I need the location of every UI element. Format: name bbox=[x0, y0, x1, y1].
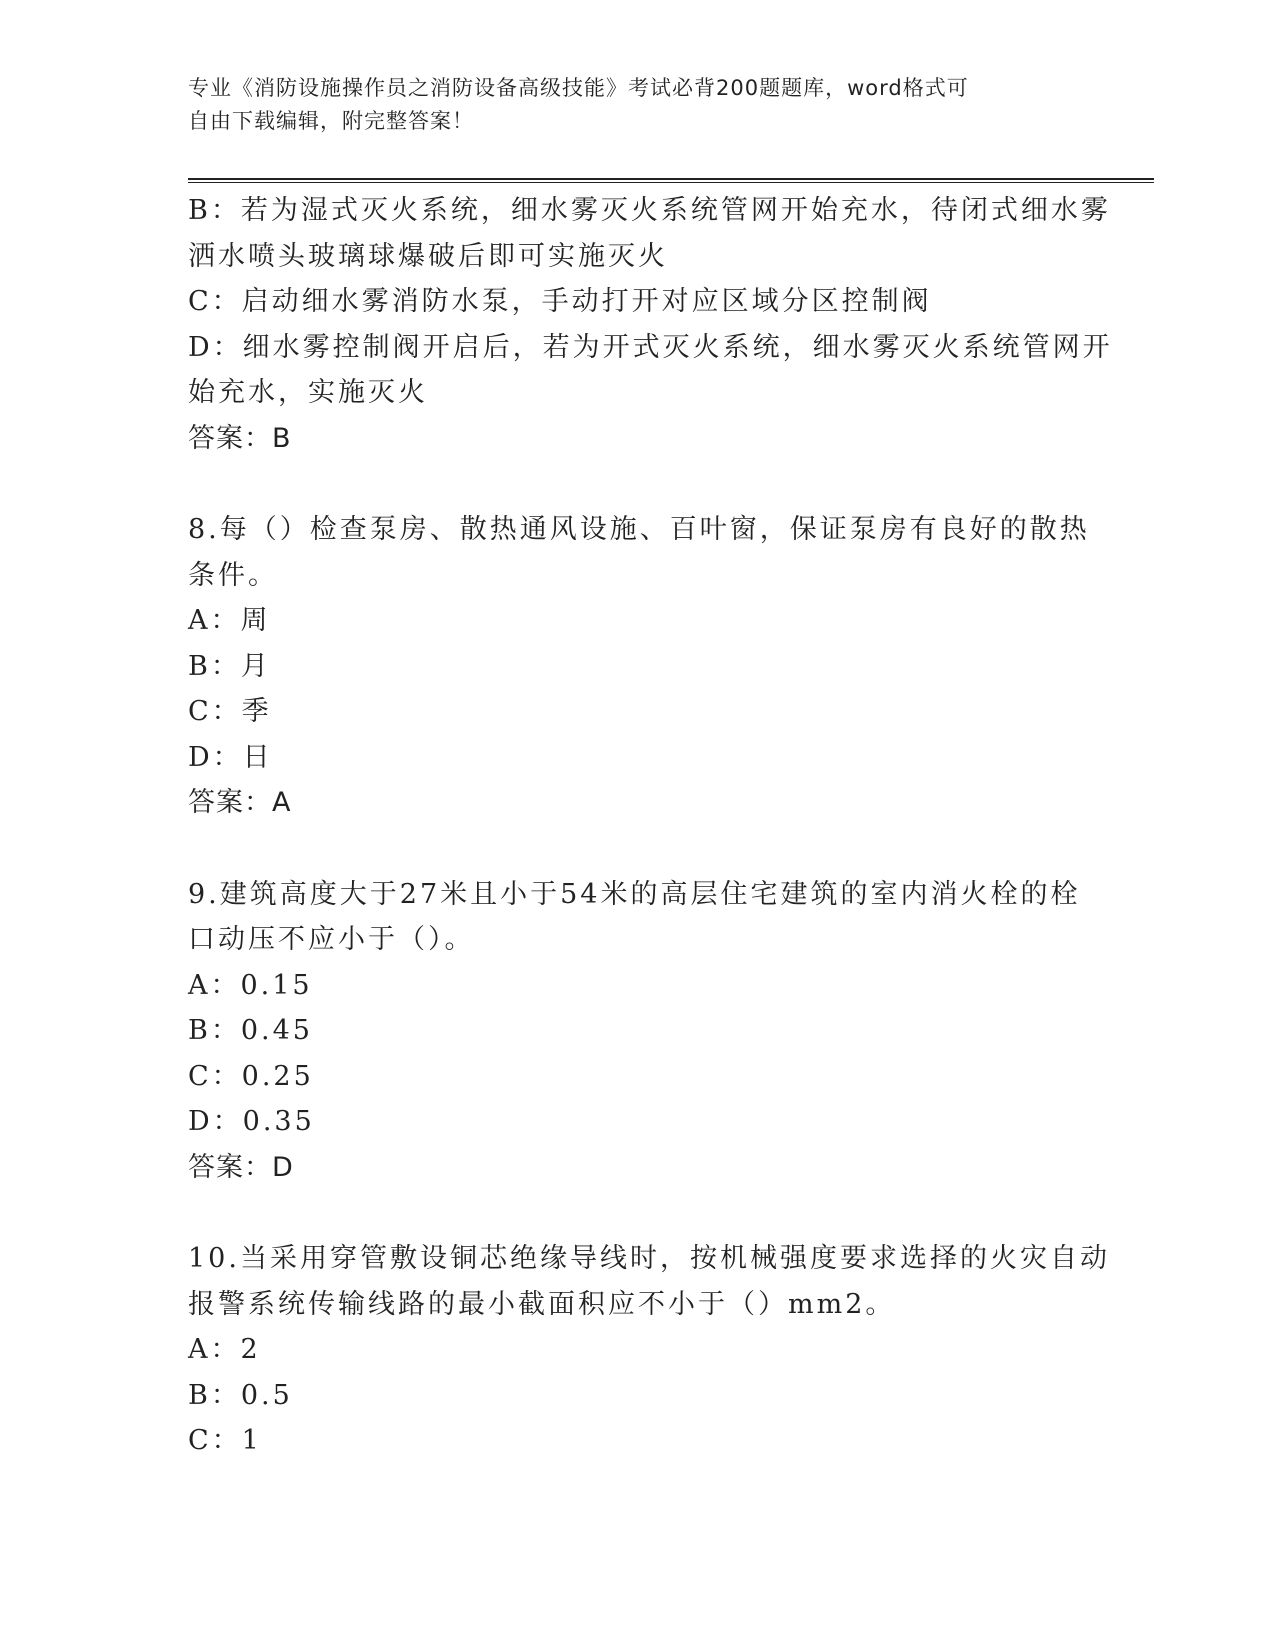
option-a: A：0.15 bbox=[188, 969, 313, 1001]
option-c: C：0.25 bbox=[188, 1060, 314, 1092]
option-b-line-1: B：若为湿式灭火系统，细水雾灭火系统管网开始充水，待闭式细水雾 bbox=[188, 195, 1111, 226]
answer-label: 答案：A bbox=[188, 787, 292, 818]
question-stem-line-2: 口动压不应小于（）。 bbox=[188, 924, 475, 955]
question-7-continued bbox=[188, 188, 1113, 461]
option-d-line-1: D：细水雾控制阀开启后，若为开式灭火系统，细水雾灭火系统管网开 bbox=[188, 331, 1113, 363]
option-a: A：2 bbox=[188, 1334, 261, 1365]
question-10 bbox=[188, 1236, 1110, 1464]
header-title-line-1: 专业《消防设施操作员之消防设备高级技能》考试必背200题题库，word格式可 bbox=[188, 76, 969, 100]
option-c: C：季 bbox=[188, 696, 272, 727]
question-8 bbox=[188, 507, 1088, 826]
option-c: C：启动细水雾消防水泵，手动打开对应区域分区控制阀 bbox=[188, 286, 932, 317]
question-stem-line-1: 10.当采用穿管敷设铜芯绝缘导线时，按机械强度要求选择的火灾自动 bbox=[188, 1243, 1110, 1274]
answer-label: 答案：D bbox=[188, 1151, 294, 1183]
option-d-line-2: 始充水，实施灭火 bbox=[188, 377, 428, 408]
option-d: D：0.35 bbox=[188, 1106, 315, 1137]
option-b: B：0.45 bbox=[188, 1015, 313, 1046]
question-stem-line-1: 8.每（）检查泵房、散热通风设施、百叶窗，保证泵房有良好的散热 bbox=[188, 514, 1090, 545]
document-body bbox=[188, 188, 1113, 1464]
question-stem-line-2: 条件。 bbox=[188, 559, 278, 591]
option-b: B：0.5 bbox=[188, 1379, 293, 1411]
header-title-line-2: 自由下载编辑，附完整答案！ bbox=[188, 109, 474, 133]
header-divider bbox=[188, 178, 1154, 183]
document-header bbox=[188, 72, 1088, 138]
answer-label: 答案：B bbox=[188, 422, 292, 454]
option-b: B：月 bbox=[188, 650, 271, 682]
question-stem-line-1: 9.建筑高度大于27米且小于54米的高层住宅建筑的室内消火栓的栓 bbox=[188, 878, 1081, 910]
option-c: C：1 bbox=[188, 1425, 262, 1456]
option-b-line-2: 洒水喷头玻璃球爆破后即可实施灭火 bbox=[188, 240, 668, 272]
option-d: D：日 bbox=[188, 741, 273, 773]
question-stem-line-2: 报警系统传输线路的最小截面积应不小于（）mm2。 bbox=[188, 1288, 896, 1320]
question-9 bbox=[188, 872, 1088, 1191]
option-a: A：周 bbox=[188, 605, 271, 636]
